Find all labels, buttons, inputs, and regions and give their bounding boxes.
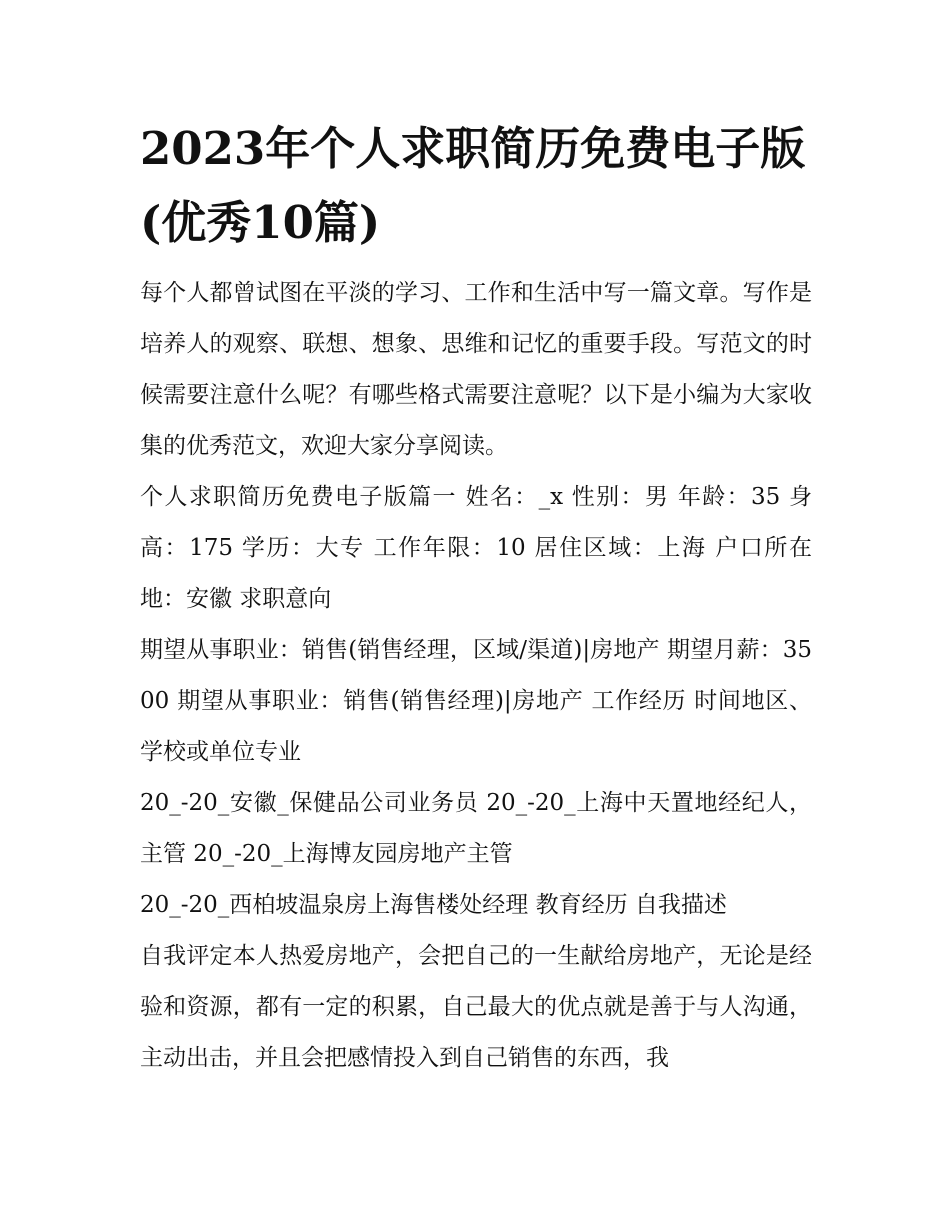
resume-work-history: 20_-20_安徽_保健品公司业务员 20_-20_上海中天置地经纪人，主管 20_-20_上海博友园房地产主管 (140, 790, 812, 867)
resume-work-history-continued: 20_-20_西柏坡温泉房上海售楼处经理 教育经历 自我描述 (140, 892, 727, 918)
resume-job-intention: 期望从事职业：销售(销售经理，区域/渠道)|房地产 期望月薪：3500 期望从事职业：销售(销售经理)|房地产 工作经历 时间地区、学校或单位专业 (140, 637, 812, 765)
document-title: 2023年个人求职简历免费电子版(优秀10篇) (140, 122, 806, 249)
document-page (140, 112, 812, 1084)
intro-paragraph: 每个人都曾试图在平淡的学习、工作和生活中写一篇文章。写作是培养人的观察、联想、想象、思维和记忆的重要手段。写范文的时候需要注意什么呢？有哪些格式需要注意呢？以下是小编为大家收集的优秀范文，欢迎大家分享阅读。 (140, 280, 812, 459)
resume-basic-info: 个人求职简历免费电子版篇一 姓名：_x 性别：男 年龄：35 身高：175 学历：大专 工作年限：10 居住区域：上海 户口所在地：安徽 求职意向 (140, 484, 812, 612)
resume-self-evaluation: 自我评定本人热爱房地产，会把自己的一生献给房地产，无论是经验和资源，都有一定的积累，自己最大的优点就是善于与人沟通，主动出击，并且会把感情投入到自己销售的东西，我 (140, 943, 812, 1071)
